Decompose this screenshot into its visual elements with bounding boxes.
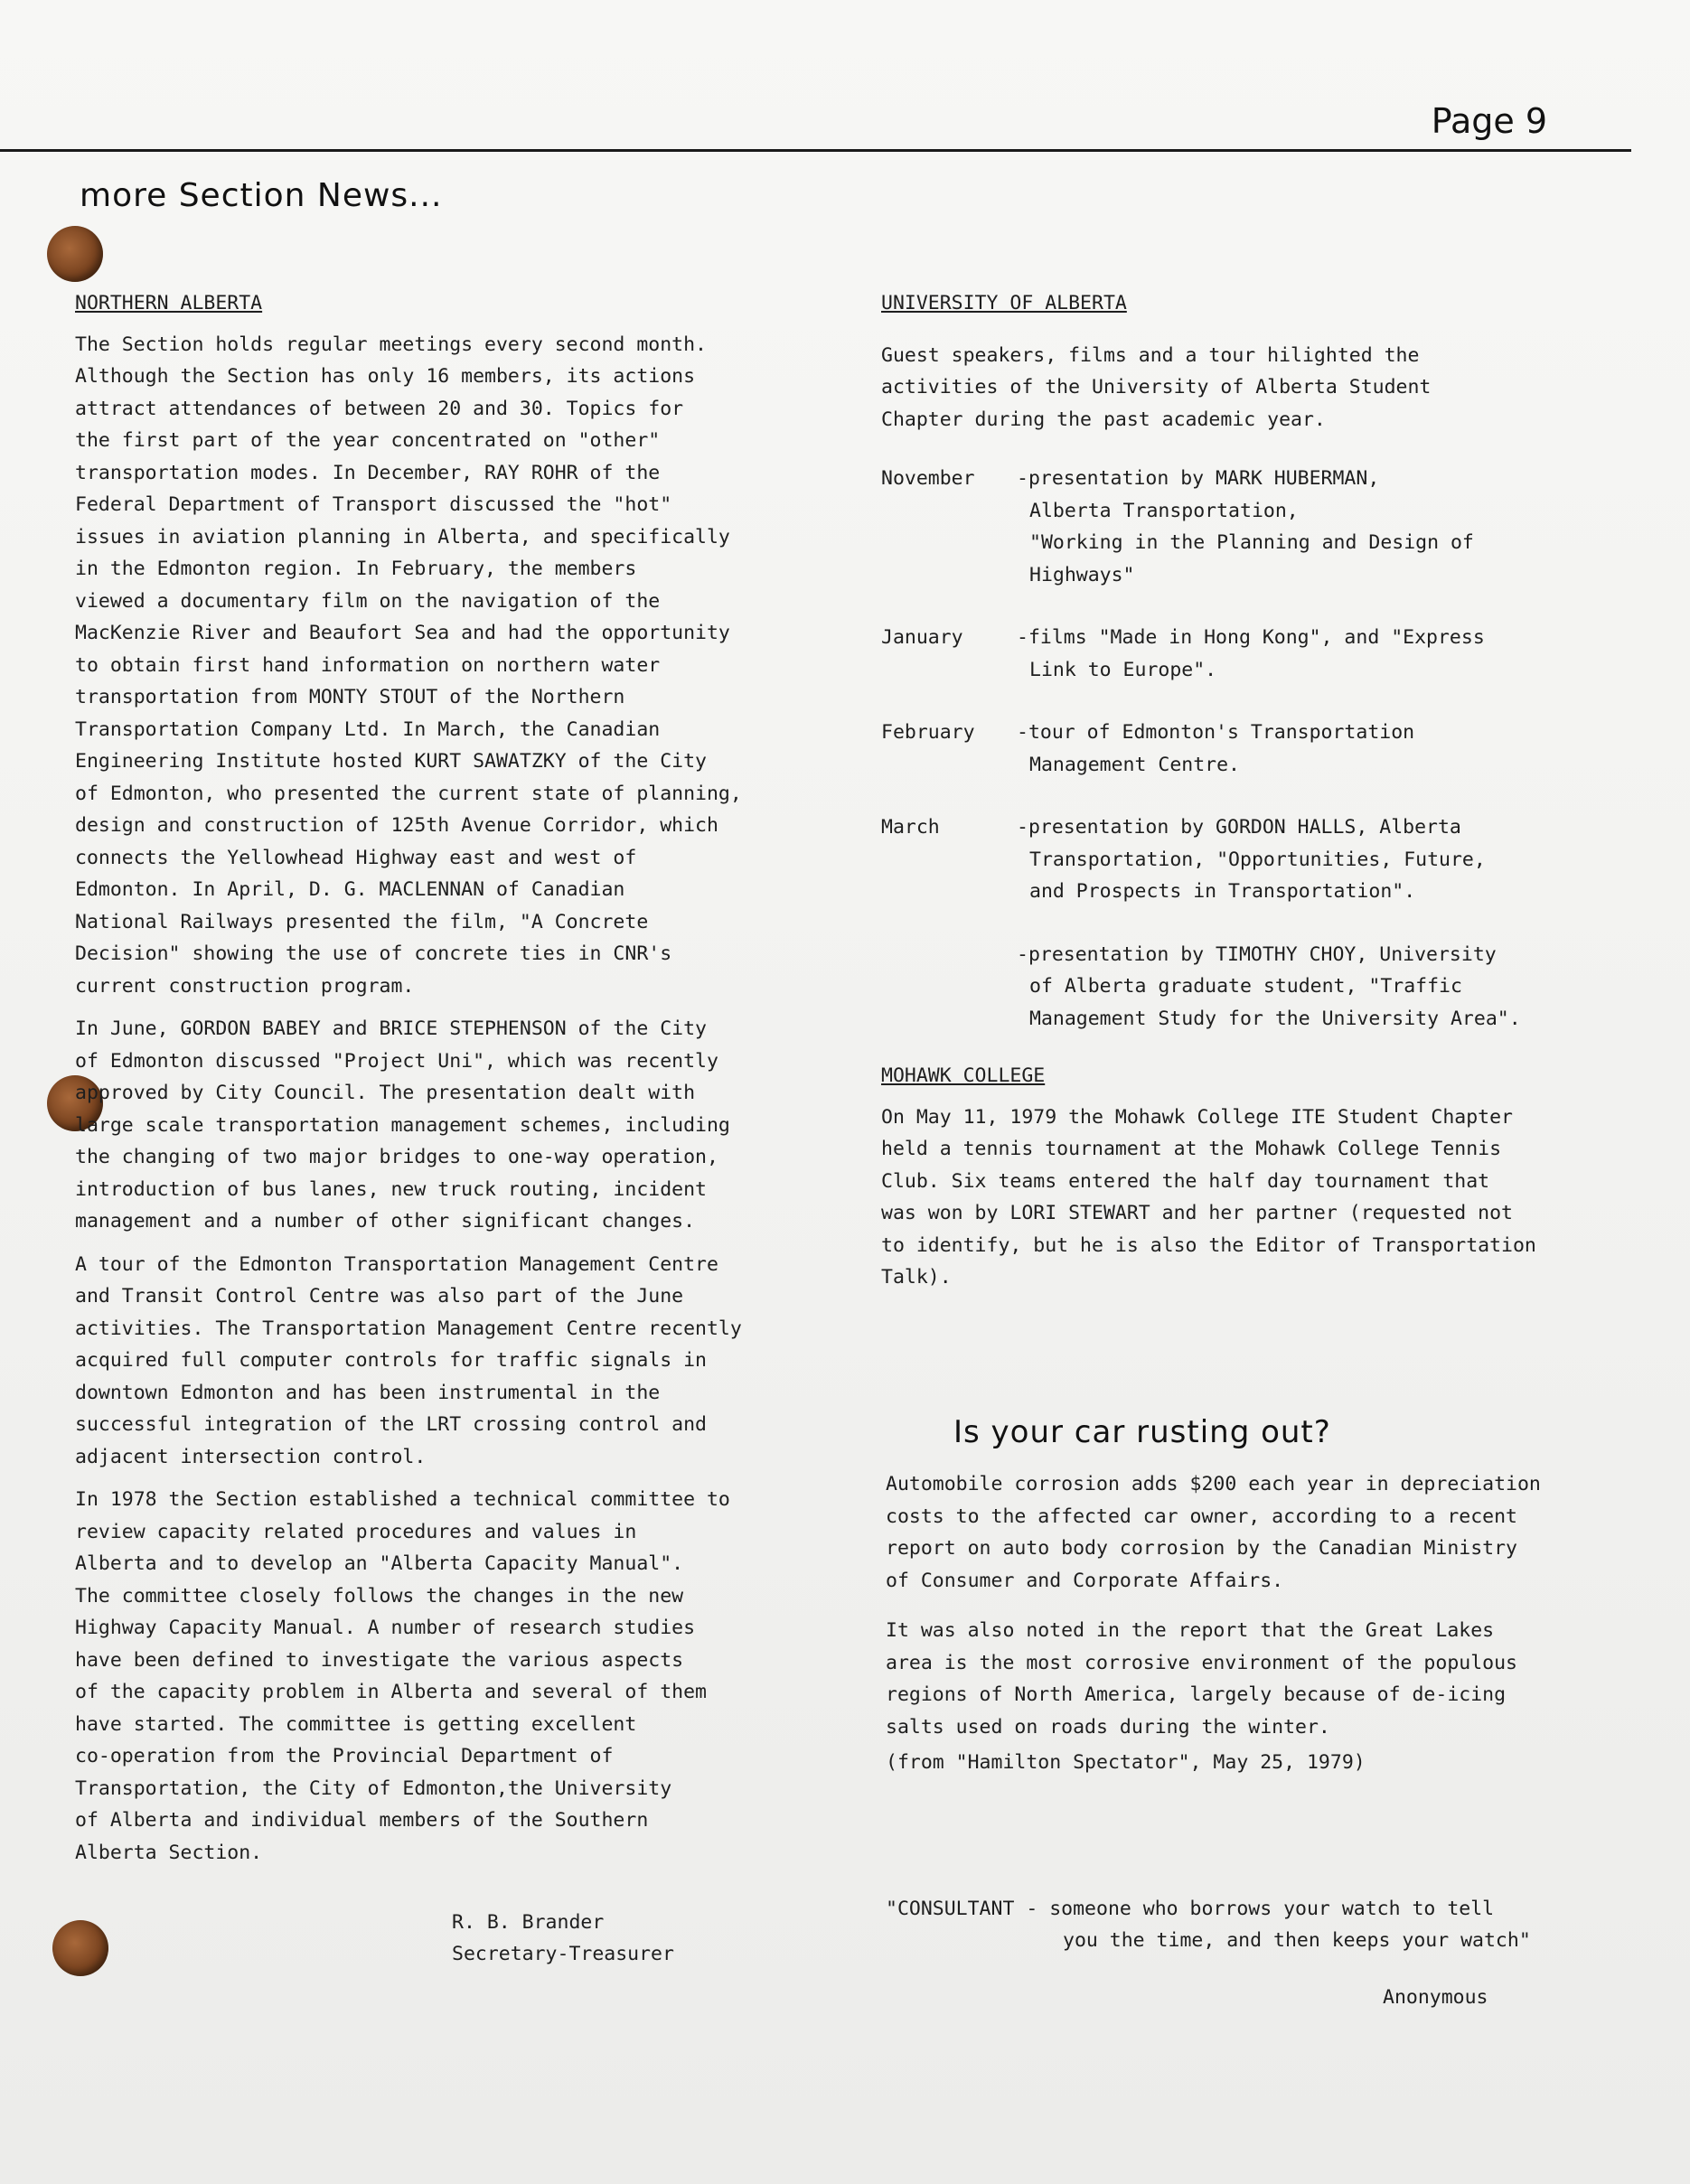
rust-source: (from "Hamilton Spectator", May 25, 1979): [886, 1751, 1366, 1774]
text-line: of Edmonton, who presented the current state of planning,: [75, 782, 742, 805]
quote-line: "CONSULTANT - someone who borrows your watch to tell: [886, 1898, 1495, 1920]
text-line: activities of the University of Alberta Student: [881, 376, 1432, 398]
text-line: of the capacity problem in Alberta and several of them: [75, 1681, 707, 1703]
text-line: current construction program.: [75, 974, 415, 998]
university-column: [881, 287, 1604, 1305]
text-line: management and a number of other significant changes.: [75, 1210, 696, 1233]
text-line: design and construction of 125th Avenue Corridor, which: [75, 814, 718, 837]
text-line: was won by LORI STEWART and her partner (requested not: [881, 1202, 1513, 1224]
paragraph: [75, 329, 825, 1003]
text-line: connects the Yellowhead Highway east and west of: [75, 846, 637, 869]
text-line: downtown Edmonton and has been instrumental in the: [75, 1381, 661, 1404]
text-line: acquired full computer controls for traffic signals in: [75, 1349, 707, 1372]
header-rule: [0, 149, 1631, 152]
mohawk-paragraph: [881, 1101, 1604, 1294]
text-line: Highway Capacity Manual. A number of research studies: [75, 1617, 696, 1639]
text-line: in the Edmonton region. In February, the members: [75, 558, 637, 580]
paragraph: [75, 1249, 825, 1474]
signature-block: [452, 1907, 674, 1970]
text-line: Alberta Transportation,: [1029, 499, 1299, 522]
text-line: Talk).: [881, 1266, 952, 1289]
text-line: have been defined to investigate the various aspects: [75, 1648, 684, 1672]
text-line: Management Centre.: [1029, 753, 1240, 776]
text-line: to identify, but he is also the Editor of Transportation: [881, 1233, 1536, 1257]
paragraph: [75, 1484, 825, 1869]
text-line: to obtain first hand information on northern water: [75, 653, 661, 677]
rust-title: Is your car rusting out?: [953, 1414, 1331, 1450]
text-line: successful integration of the LRT crossing control and: [75, 1413, 707, 1436]
meeting-extra: [1017, 939, 1604, 1036]
text-line: -presentation by MARK HUBERMAN,: [1017, 467, 1380, 490]
text-line: transportation from MONTY STOUT of the Northern: [75, 686, 625, 708]
text-line: costs to the affected car owner, according to a recent: [886, 1504, 1517, 1528]
punch-hole: [47, 226, 103, 282]
text-line: of Edmonton discussed "Project Uni", which was recently: [75, 1049, 718, 1073]
text-line: have started. The committee is getting excellent: [75, 1712, 637, 1736]
text-line: attract attendances of between 20 and 30. Topics for: [75, 397, 684, 420]
text-line: -presentation by TIMOTHY CHOY, University: [1017, 942, 1497, 966]
text-line: On May 11, 1979 the Mohawk College ITE Student Chapter: [881, 1105, 1513, 1129]
northern-alberta-heading: NORTHERN ALBERTA: [75, 292, 263, 314]
text-line: -presentation by GORDON HALLS, Alberta: [1017, 816, 1461, 839]
text-line: Alberta and to develop an "Alberta Capacity Manual".: [75, 1552, 684, 1575]
text-line: Transportation Company Ltd. In March, the Canadian: [75, 717, 661, 741]
text-line: issues in aviation planning in Alberta, and specifically: [75, 525, 730, 548]
text-line: and Transit Control Centre was also part of the June: [75, 1285, 684, 1308]
section-header: more Section News...: [80, 177, 443, 214]
text-line: MacKenzie River and Beaufort Sea and had the opportunity: [75, 622, 730, 644]
text-line: transportation modes. In December, RAY ROHR of the: [75, 461, 661, 484]
text-line: In 1978 the Section established a technical committee to: [75, 1488, 730, 1511]
meeting-details: [1017, 463, 1604, 591]
text-line: regions of North America, largely because of de-icing: [886, 1683, 1507, 1706]
meeting-list: [881, 463, 1604, 908]
text-line: activities. The Transportation Management Centre recently: [75, 1317, 742, 1340]
text-line: Transportation, the City of Edmonton,the University: [75, 1776, 672, 1800]
signature-title: Secretary-Treasurer: [452, 1943, 674, 1965]
meeting-row: [881, 717, 1604, 781]
paragraph: [886, 1468, 1541, 1597]
text-line: review capacity related procedures and values in: [75, 1520, 637, 1543]
text-line: the changing of two major bridges to one-way operation,: [75, 1146, 718, 1168]
text-line: Highways": [1029, 563, 1135, 586]
text-line: -tour of Edmonton's Transportation: [1017, 721, 1415, 744]
text-line: Club. Six teams entered the half day tournament that: [881, 1169, 1490, 1193]
text-line: Decision" showing the use of concrete ties in CNR's: [75, 942, 672, 965]
quote-line: you the time, and then keeps your watch": [1063, 1929, 1531, 1952]
paragraph: [886, 1615, 1541, 1743]
text-line: Management Study for the University Area".: [1029, 1007, 1521, 1030]
text-line: The committee closely follows the changes in the new: [75, 1584, 684, 1608]
text-line: In June, GORDON BABEY and BRICE STEPHENSON of the City: [75, 1017, 707, 1040]
meeting-details: [1017, 811, 1604, 908]
northern-alberta-column: [75, 287, 825, 1879]
meeting-details: [1017, 622, 1604, 686]
meeting-month: January: [881, 626, 963, 649]
text-line: of Alberta and individual members of the Southern: [75, 1809, 649, 1832]
signature-name: R. B. Brander: [452, 1911, 605, 1934]
meeting-details: [1017, 717, 1604, 781]
meeting-row: [881, 811, 1604, 908]
text-line: approved by City Council. The presentation dealt with: [75, 1082, 696, 1104]
text-line: -films "Made in Hong Kong", and "Express: [1017, 626, 1485, 649]
text-line: Chapter during the past academic year.: [881, 408, 1326, 431]
text-line: Engineering Institute hosted KURT SAWATZKY of the City: [75, 750, 707, 773]
text-line: Transportation, "Opportunities, Future,: [1029, 848, 1486, 871]
meeting-month: March: [881, 816, 940, 839]
text-line: held a tennis tournament at the Mohawk College Tennis: [881, 1138, 1502, 1160]
text-line: Federal Department of Transport discussed the "hot": [75, 493, 672, 516]
text-line: co-operation from the Provincial Department of: [75, 1745, 614, 1767]
text-line: A tour of the Edmonton Transportation Management Centre: [75, 1252, 718, 1276]
text-line: and Prospects in Transportation".: [1029, 880, 1416, 903]
text-line: Although the Section has only 16 members, its actions: [75, 365, 696, 388]
university-intro: [881, 340, 1604, 436]
text-line: Link to Europe".: [1029, 658, 1217, 681]
meeting-row: [881, 463, 1604, 591]
text-line: salts used on roads during the winter.: [886, 1715, 1330, 1739]
text-line: report on auto body corrosion by the Canadian Ministry: [886, 1537, 1517, 1560]
text-line: viewed a documentary film on the navigation of the: [75, 589, 661, 613]
page-number: Page 9: [1431, 101, 1547, 141]
text-line: Guest speakers, films and a tour hilighted the: [881, 343, 1420, 367]
text-line: Edmonton. In April, D. G. MACLENNAN of Canadian: [75, 878, 625, 901]
paragraph: [75, 1013, 825, 1238]
text-line: The Section holds regular meetings every second month.: [75, 333, 707, 356]
quote-attribution: Anonymous: [1383, 1986, 1488, 2009]
text-line: Automobile corrosion adds $200 each year in depreciation: [886, 1473, 1541, 1495]
text-line: of Consumer and Corporate Affairs.: [886, 1569, 1284, 1592]
punch-hole: [52, 1920, 108, 1976]
meeting-month: November: [881, 467, 975, 490]
text-line: of Alberta graduate student, "Traffic: [1029, 975, 1462, 998]
text-line: large scale transportation management schemes, including: [75, 1113, 730, 1137]
rust-article: [886, 1468, 1541, 1779]
quote-block: [886, 1893, 1531, 1956]
text-line: National Railways presented the film, "A Concrete: [75, 910, 649, 933]
text-line: "Working in the Planning and Design of: [1029, 531, 1474, 554]
meeting-month: February: [881, 721, 975, 744]
text-line: Alberta Section.: [75, 1841, 263, 1864]
mohawk-heading: MOHAWK COLLEGE: [881, 1064, 1046, 1087]
text-line: adjacent intersection control.: [75, 1445, 427, 1468]
text-line: introduction of bus lanes, new truck routing, incident: [75, 1177, 707, 1201]
meeting-row: [881, 622, 1604, 686]
text-line: It was also noted in the report that the Great Lakes: [886, 1619, 1495, 1642]
university-heading: UNIVERSITY OF ALBERTA: [881, 292, 1127, 314]
text-line: the first part of the year concentrated on "other": [75, 429, 661, 452]
text-line: area is the most corrosive environment of the populous: [886, 1651, 1517, 1674]
